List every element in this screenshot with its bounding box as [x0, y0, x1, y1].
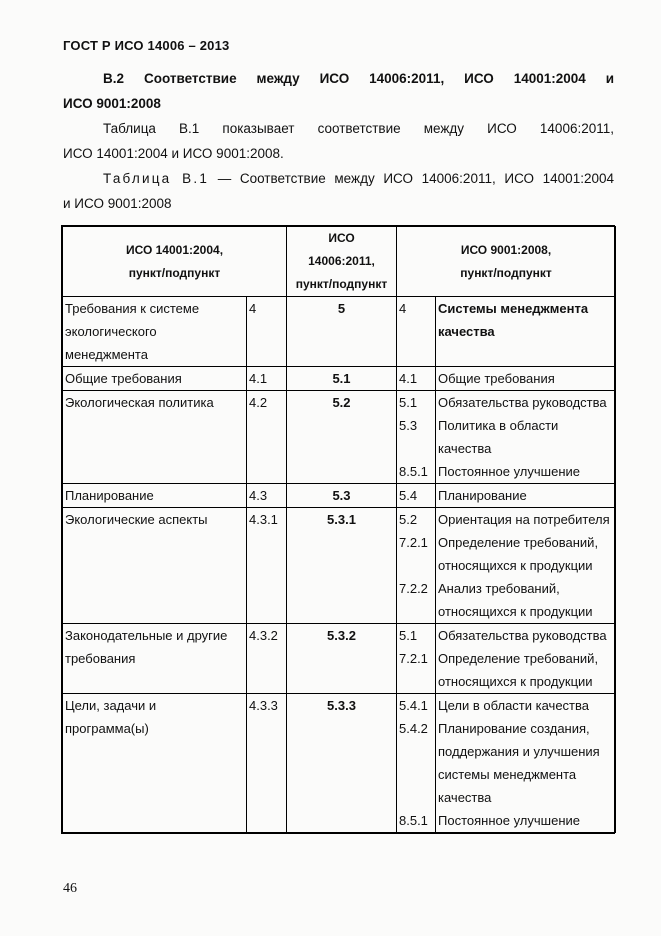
iso14001-title: Цели, задачи и — [65, 698, 157, 713]
iso14006-clause: 5.3 — [332, 488, 351, 503]
iso14001-clause: 4.3 — [249, 488, 268, 503]
header-iso14006-line3: пункт/подпункт — [295, 277, 388, 291]
iso14001-clause-cell — [247, 367, 287, 391]
iso9001-clause: 8.5.1 — [399, 813, 428, 828]
iso9001-clause: 4.1 — [399, 371, 418, 386]
section-title-line1: Соответствие между ИСО 14006:2011, ИСО 14001:2004 и — [143, 71, 614, 86]
iso9001-title: Определение требований, — [438, 535, 599, 550]
iso9001-clause — [397, 763, 435, 786]
iso9001-clause: 7.2.1 — [399, 535, 428, 550]
iso9001-clause: 5.1 — [399, 395, 418, 410]
iso9001-title: Определение требований, — [438, 651, 599, 666]
iso14001-title: Общие требования — [65, 371, 182, 386]
table-caption-title: — Соответствие между ИСО 14006:2011, ИСО 14001:2004 — [209, 171, 614, 186]
iso9001-clause: 5.4.2 — [399, 721, 428, 736]
iso14001-clause-cell — [247, 694, 287, 833]
table-row — [63, 694, 616, 833]
correspondence-table — [62, 226, 616, 833]
iso9001-title: системы менеджмента — [438, 767, 577, 782]
iso9001-clause — [397, 554, 435, 577]
iso9001-clause: 7.2.2 — [399, 581, 428, 596]
iso9001-title-cell — [436, 694, 616, 833]
table-row — [63, 484, 616, 508]
section-heading — [63, 71, 614, 86]
iso9001-clause — [397, 437, 435, 460]
iso9001-clause — [397, 600, 435, 623]
page-number: 46 — [63, 881, 77, 896]
iso9001-title: Системы менеджмента — [438, 301, 589, 316]
table-row — [63, 508, 616, 624]
iso14006-clause-cell — [287, 484, 397, 508]
header-iso14006-line2: 14006:2011, — [308, 254, 375, 268]
header-iso14001-line1: ИСО 14001:2004, — [125, 242, 224, 257]
iso14006-clause: 5.2 — [332, 395, 351, 410]
iso9001-clause: 5.1 — [399, 628, 418, 643]
iso9001-title: относящихся к продукции — [438, 558, 593, 573]
iso14001-title: Планирование — [65, 488, 154, 503]
iso9001-title: относящихся к продукции — [438, 674, 593, 689]
iso9001-clause-cell — [397, 508, 436, 624]
iso14001-title-cell — [63, 624, 247, 694]
header-iso14006 — [287, 227, 397, 297]
iso14006-clause-cell — [287, 297, 397, 367]
iso14001-title: программа(ы) — [65, 721, 149, 736]
iso14006-clause-cell — [287, 367, 397, 391]
iso9001-clause-cell — [397, 367, 436, 391]
iso14001-title-cell — [63, 391, 247, 484]
iso14001-title: требования — [65, 651, 136, 666]
iso14001-title-cell — [63, 694, 247, 833]
iso14006-clause-cell — [287, 508, 397, 624]
section-title-line2: ИСО 9001:2008 — [63, 96, 161, 111]
iso9001-title: Цели в области качества — [438, 698, 589, 713]
header-iso9001 — [397, 227, 616, 297]
header-iso14001 — [63, 227, 287, 297]
intro-text-1: Таблица В.1 показывает соответствие между ИСО 14006:2011, — [103, 121, 614, 136]
iso14001-clause: 4 — [249, 301, 257, 316]
iso9001-clause: 8.5.1 — [399, 464, 428, 479]
iso9001-clause: 4 — [399, 301, 407, 316]
table-row — [63, 391, 616, 484]
iso9001-title: Обязательства руководства — [438, 395, 607, 410]
iso14001-title: Требования к системе — [65, 301, 200, 316]
iso14001-clause: 4.2 — [249, 395, 268, 410]
iso9001-clause-cell — [397, 297, 436, 367]
table-row — [63, 367, 616, 391]
iso14006-clause-cell — [287, 694, 397, 833]
iso9001-title: Ориентация на потребителя — [438, 512, 610, 527]
section-number: В.2 — [103, 71, 125, 86]
iso14001-title: Экологическая политика — [65, 395, 214, 410]
iso9001-title: качества — [438, 324, 495, 339]
iso9001-clause-cell — [397, 624, 436, 694]
iso14001-title-cell — [63, 367, 247, 391]
iso9001-clause — [397, 740, 435, 763]
iso14001-clause-cell — [247, 624, 287, 694]
iso14001-title: менеджмента — [65, 347, 148, 362]
iso9001-title: Обязательства руководства — [438, 628, 607, 643]
table-caption-label: Таблица В.1 — [103, 171, 210, 186]
iso9001-title: Планирование создания, — [438, 721, 590, 736]
iso14001-clause: 4.3.1 — [249, 512, 278, 527]
iso14001-clause: 4.3.3 — [249, 698, 278, 713]
table-body — [63, 227, 616, 833]
iso9001-title: Постоянное улучшение — [438, 813, 580, 828]
iso14001-title: экологического — [65, 324, 157, 339]
iso14006-clause: 5.3.2 — [327, 628, 356, 643]
iso14006-clause-cell — [287, 624, 397, 694]
iso9001-title-cell — [436, 484, 616, 508]
iso14001-title-cell — [63, 297, 247, 367]
iso9001-title-cell — [436, 391, 616, 484]
header-iso9001-line2: пункт/подпункт — [460, 265, 552, 280]
iso14006-clause: 5 — [337, 301, 346, 316]
iso9001-title: качества — [438, 441, 492, 456]
iso9001-clause: 5.3 — [399, 418, 418, 433]
iso14006-clause: 5.3.1 — [327, 512, 356, 527]
iso14001-title: Экологические аспекты — [65, 512, 208, 527]
table-row — [63, 624, 616, 694]
iso9001-title-cell — [436, 367, 616, 391]
iso14006-clause: 5.1 — [332, 371, 351, 386]
iso9001-clause: 5.4 — [399, 488, 418, 503]
intro-paragraph-line1 — [63, 121, 614, 136]
iso9001-clause-cell — [397, 694, 436, 833]
header-iso9001-line1: ИСО 9001:2008, — [460, 242, 552, 257]
iso14001-clause-cell — [247, 484, 287, 508]
iso14006-clause: 5.3.3 — [327, 698, 356, 713]
iso14001-clause-cell — [247, 297, 287, 367]
iso14001-clause: 4.1 — [249, 371, 268, 386]
iso9001-title: Политика в области — [438, 418, 559, 433]
iso9001-title: Анализ требований, — [438, 581, 560, 596]
table-caption-line2: и ИСО 9001:2008 — [63, 196, 172, 211]
iso9001-clause: 7.2.1 — [399, 651, 428, 666]
iso9001-clause-cell — [397, 484, 436, 508]
iso9001-title: качества — [438, 790, 492, 805]
iso14001-clause: 4.3.2 — [249, 628, 278, 643]
iso9001-title: относящихся к продукции — [438, 604, 593, 619]
iso9001-title: поддержания и улучшения — [438, 744, 600, 759]
iso9001-title-cell — [436, 508, 616, 624]
iso14001-clause-cell — [247, 508, 287, 624]
header-iso14006-line1: ИСО — [328, 231, 355, 245]
document-id: ГОСТ Р ИСО 14006 – 2013 — [63, 38, 230, 53]
iso9001-clause: 5.4.1 — [399, 698, 428, 713]
iso9001-title-cell — [436, 624, 616, 694]
table-row — [63, 297, 616, 367]
iso9001-clause — [397, 786, 435, 809]
iso14001-title-cell — [63, 508, 247, 624]
intro-paragraph-line2: ИСО 14001:2004 и ИСО 9001:2008. — [63, 146, 284, 161]
iso14001-title: Законодательные и другие — [65, 628, 228, 643]
iso9001-clause: 5.2 — [399, 512, 418, 527]
iso9001-title: Постоянное улучшение — [438, 464, 580, 479]
iso14006-clause-cell — [287, 391, 397, 484]
iso14001-clause-cell — [247, 391, 287, 484]
iso9001-clause-cell — [397, 391, 436, 484]
header-iso14001-line2: пункт/подпункт — [128, 265, 221, 280]
table-header-row — [63, 227, 616, 297]
iso9001-title-cell — [436, 297, 616, 367]
iso9001-title: Общие требования — [438, 371, 555, 386]
table-caption-line1 — [63, 171, 614, 186]
iso9001-title: Планирование — [438, 488, 527, 503]
iso9001-clause — [397, 670, 435, 693]
iso14001-title-cell — [63, 484, 247, 508]
